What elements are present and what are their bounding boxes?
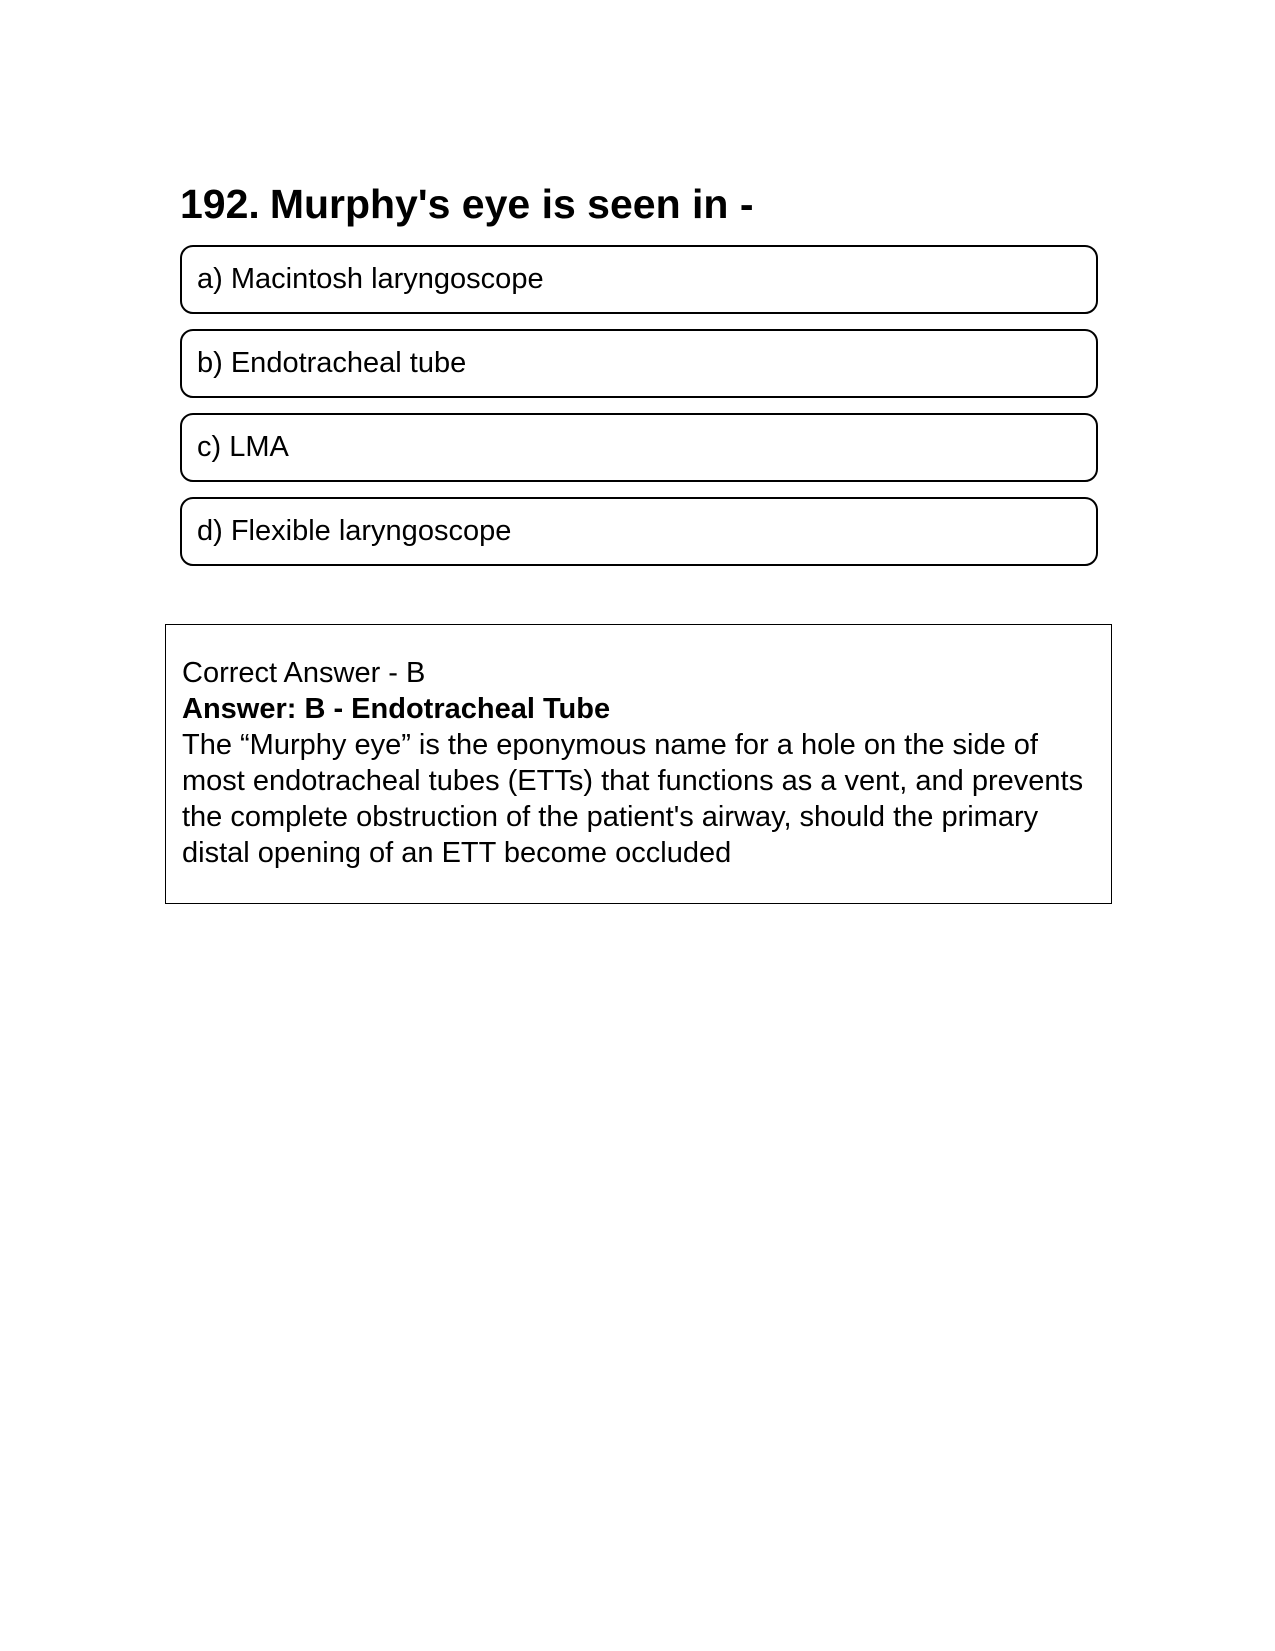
answer-heading: Answer: B - Endotracheal Tube xyxy=(182,693,611,725)
option-b[interactable]: b) Endotracheal tube xyxy=(180,329,1098,398)
answer-explanation: The “Murphy eye” is the eponymous name for a hole on the side of most endotracheal tubes (ETTs) that functions as a vent, and prevents the complete obstruction of the patient's airway, should the primary distal opening of an ETT become occluded xyxy=(182,729,1084,869)
options-list xyxy=(180,245,1098,581)
answer-box xyxy=(165,624,1112,904)
question-number: 192. xyxy=(180,181,260,227)
question-heading xyxy=(180,178,1100,230)
correct-answer-line: Correct Answer - B xyxy=(182,657,426,689)
option-d[interactable]: d) Flexible laryngoscope xyxy=(180,497,1098,566)
option-c[interactable]: c) LMA xyxy=(180,413,1098,482)
option-a[interactable]: a) Macintosh laryngoscope xyxy=(180,245,1098,314)
question-text: Murphy's eye is seen in - xyxy=(269,181,754,227)
